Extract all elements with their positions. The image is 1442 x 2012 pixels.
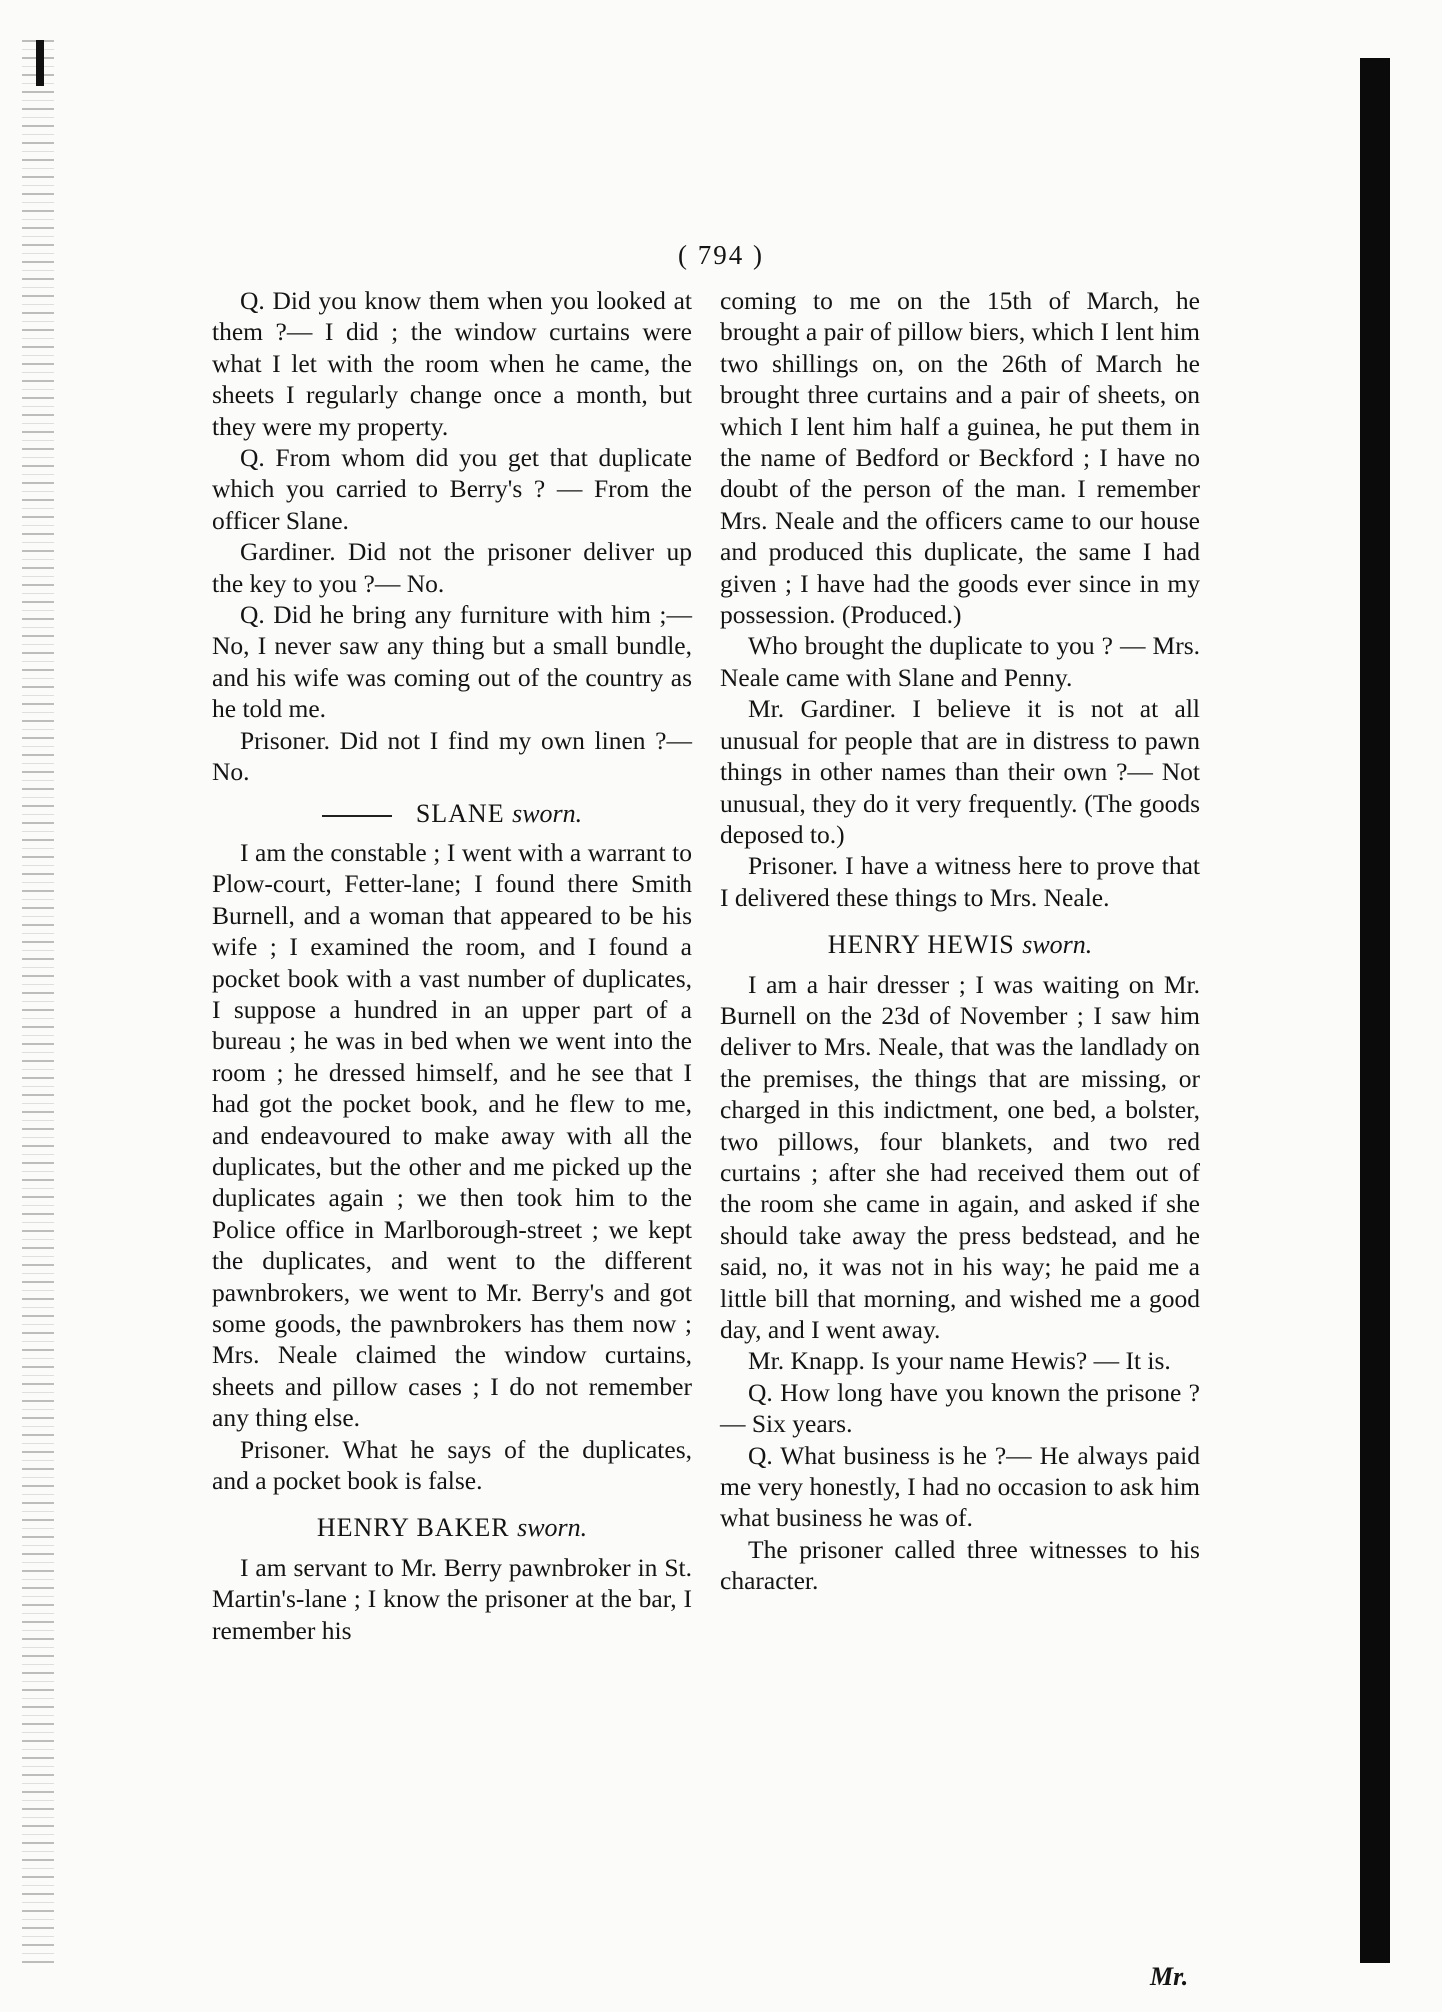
paragraph: I am the constable ; I went with a warrant to Plow-court, Fetter-lane; I found there Smith Burnell, and a woman that appeared to be his wife ; I examined the room, and I found a pocket book with a vast number of duplicates, I suppose a hundred in an upper part of a bureau ; he was in bed when we went into the room ; he dressed himself, and he see that I had got the pocket book, and he flew to me, and endeavoured to make away with all the duplicates, but the other and me picked up the duplicates again ; we then took him to the Police office in Marlborough-street ; we kept the duplicates, and went to the different pawnbrokers, we went to Mr. Berry's and got some goods, the pawnbrokers has them now ; Mrs. Neale claimed the window curtains, sheets and pillow cases ; I do not remember any thing else. bbox=[212, 837, 692, 1433]
witness-heading bbox=[212, 1512, 692, 1543]
paragraph: Mr. Gardiner. I believe it is not at all unusual for people that are in distress to pawn things in other names than their own ?— Not unusual, they do it very frequently. (The goods deposed to.) bbox=[720, 694, 1200, 849]
scan-right-edge bbox=[1360, 58, 1390, 1963]
witness-name: HENRY HEWIS bbox=[827, 930, 1015, 960]
paragraph: Q. From whom did you get that duplicate which you carried to Berry's ? — From the officer Slane. bbox=[212, 443, 692, 535]
sworn-label: sworn. bbox=[512, 798, 583, 828]
witness-heading bbox=[720, 929, 1200, 960]
paragraph: Who brought the duplicate to you ? — Mrs. Neale came with Slane and Penny. bbox=[720, 631, 1200, 692]
paragraph: coming to me on the 15th of March, he brought a pair of pillow biers, which I lent him two shillings on, on the 26th of March he brought three curtains and a pair of sheets, on which I lent him half a guinea, he put them in the name of Bedford or Beckford ; I have no doubt of the person of the man. I remember Mrs. Neale and the officers came to our house and produced this duplicate, the same I had given ; I have had the goods ever since in my possession. (Produced.) bbox=[720, 286, 1200, 630]
catchword: Mr. bbox=[1150, 1962, 1189, 1991]
paragraph: Prisoner. What he says of the duplicates, and a pocket book is false. bbox=[212, 1434, 692, 1496]
paragraph: I am a hair dresser ; I was waiting on Mr. Burnell on the 23d of November ; I saw him deliver to Mrs. Neale, that was the landlady on the premises, the things that are missing, or charged in this indictment, one bed, a bolster, two pillows, four blankets, and two red curtains ; after she had received them out of the room she came in again, and asked if she should take away the press bedstead, and he said, no, it was not in his way; he paid me a little bill that morning, and wished me a good day, and I went away. bbox=[720, 969, 1200, 1344]
paragraph: Q. What business is he ?— He always paid me very honestly, I had no occasion to ask him what business he was of. bbox=[720, 1440, 1200, 1533]
paragraph: I am servant to Mr. Berry pawnbroker in St. Martin's-lane ; I know the prisoner at the bar, I remember his bbox=[212, 1552, 692, 1645]
sworn-label: sworn. bbox=[517, 1513, 588, 1543]
paragraph: The prisoner called three witnesses to his character. bbox=[720, 1534, 1200, 1596]
paragraph: Q. Did he bring any furniture with him ;— No, I never saw any thing but a small bundle, and his wife was coming out of the country as he told me. bbox=[212, 600, 692, 724]
scan-binding-mark bbox=[36, 40, 44, 86]
witness-name: HENRY BAKER bbox=[316, 1513, 510, 1543]
paragraph: Prisoner. I have a witness here to prove that I delivered these things to Mrs. Neale. bbox=[720, 851, 1200, 912]
paragraph: Q. Did you know them when you looked at them ?— I did ; the window curtains were what I let with the room when he came, the sheets I regularly change once a month, but they were my property. bbox=[212, 286, 692, 441]
page-number: ( 794 ) bbox=[678, 240, 764, 270]
paragraph: Q. How long have you known the prisone ?— Six years. bbox=[720, 1377, 1200, 1439]
right-column bbox=[720, 285, 1200, 1597]
sworn-label: sworn. bbox=[1022, 930, 1093, 960]
heading-rule bbox=[322, 815, 392, 817]
witness-name: SLANE bbox=[415, 798, 505, 828]
scan-left-edge bbox=[22, 40, 54, 1970]
paragraph: Mr. Knapp. Is your name Hewis? — It is. bbox=[748, 1346, 1171, 1376]
paragraph: Prisoner. Did not I find my own linen ?— No. bbox=[212, 725, 692, 787]
left-column bbox=[212, 285, 692, 1646]
witness-heading bbox=[212, 798, 692, 829]
paragraph: Gardiner. Did not the prisoner deliver up the key to you ?— No. bbox=[212, 537, 692, 598]
